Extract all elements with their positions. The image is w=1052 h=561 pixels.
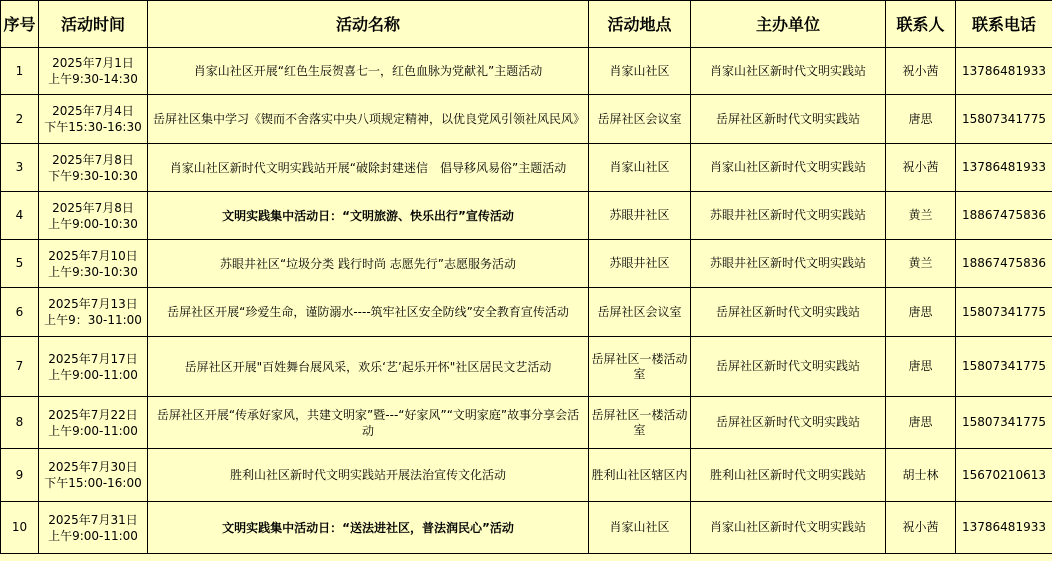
activity-name-text: 岳屏社区开展"百姓舞台展风采，欢乐‘艺’起乐开怀"社区居民文艺活动 (184, 359, 552, 374)
row-phone-text: 15807341775 (962, 111, 1046, 126)
row-organizer-text: 岳屏社区新时代文明实践站 (715, 415, 860, 429)
row-index-text: 9 (15, 467, 24, 482)
row-index-text: 3 (15, 160, 24, 174)
header-time: 活动时间 (39, 1, 148, 48)
row-index (1, 192, 39, 240)
activity-name-text: “送法进社区，普法润民心”活动 (342, 520, 514, 535)
row-contact (886, 449, 956, 502)
row-datetime (39, 192, 148, 240)
row-date: 2025年7月22日 (48, 407, 138, 422)
row-contact-text: 祝小茜 (902, 520, 939, 534)
row-phone-text: 18867475836 (962, 208, 1046, 222)
row-contact (886, 240, 956, 288)
row-phone-text: 15807341775 (962, 415, 1046, 429)
row-index-text: 5 (15, 256, 24, 270)
row-datetime (39, 449, 148, 502)
row-index (1, 288, 39, 337)
row-organizer-text: 胜利山社区新时代文明实践站 (709, 467, 866, 482)
row-contact-text: 黄兰 (908, 256, 933, 270)
table-row (1, 240, 1052, 288)
row-organizer (691, 449, 886, 502)
row-organizer (691, 502, 886, 554)
header-name: 活动名称 (148, 1, 589, 48)
row-phone-text: 15807341775 (962, 304, 1046, 319)
row-index (1, 95, 39, 144)
row-organizer-text: 苏眼井社区新时代文明实践站 (709, 256, 866, 270)
row-location (589, 502, 691, 554)
activity-name-wrapper (167, 304, 569, 320)
row-index-text: 7 (15, 359, 24, 373)
row-contact (886, 502, 956, 554)
row-time: 上午9:00-11:00 (48, 367, 138, 382)
row-contact-text: 祝小茜 (902, 63, 939, 78)
row-activity-name (148, 192, 589, 240)
row-organizer (691, 48, 886, 95)
table-row (1, 397, 1052, 449)
activity-name-wrapper (153, 111, 586, 127)
row-organizer (691, 192, 886, 240)
row-contact-text: 唐思 (908, 304, 933, 319)
activity-lead: 文明实践集中活动日： (222, 208, 343, 223)
row-organizer-text: 苏眼井社区新时代文明实践站 (709, 208, 866, 222)
row-time: 上午9:00-11:00 (48, 528, 138, 543)
activity-name-text: 岳屏社区开展“珍爱生命，谨防溺水----筑牢社区安全防线”安全教育宣传活动 (167, 305, 569, 319)
header-index: 序号 (1, 1, 39, 48)
row-contact-text: 唐思 (908, 111, 933, 126)
row-phone-text: 18867475836 (962, 256, 1046, 270)
row-datetime (39, 288, 148, 337)
row-contact (886, 288, 956, 337)
row-location (589, 95, 691, 144)
row-location-text: 肖家山社区 (609, 160, 670, 174)
row-index-text: 8 (15, 415, 24, 429)
row-organizer (691, 144, 886, 192)
row-time: 下午15:30-16:30 (44, 120, 142, 134)
row-organizer (691, 397, 886, 449)
activity-name-wrapper (153, 407, 583, 439)
row-phone (956, 144, 1052, 192)
row-index (1, 502, 39, 554)
row-phone (956, 397, 1052, 449)
row-organizer-text: 肖家山社区新时代文明实践站 (709, 63, 866, 78)
activity-name-text: 胜利山社区新时代文明实践站开展法治宣传文化活动 (229, 468, 506, 482)
row-location-text: 岳屏社区会议室 (597, 304, 682, 319)
header-phone: 联系电话 (956, 1, 1052, 48)
row-activity-name (148, 48, 589, 95)
row-index-text: 6 (15, 304, 24, 319)
activity-name-wrapper (194, 63, 542, 79)
row-datetime (39, 397, 148, 449)
row-datetime (39, 502, 148, 554)
row-phone-text: 13786481933 (962, 160, 1046, 174)
row-organizer-text: 肖家山社区新时代文明实践站 (709, 520, 866, 534)
row-date: 2025年7月31日 (48, 512, 138, 527)
row-phone (956, 502, 1052, 554)
row-index (1, 337, 39, 397)
row-date: 2025年7月1日 (52, 56, 134, 70)
row-datetime (39, 48, 148, 95)
row-contact-text: 胡士林 (902, 467, 939, 482)
row-time: 下午15:00-16:00 (44, 476, 142, 490)
row-organizer-text: 岳屏社区新时代文明实践站 (715, 111, 860, 126)
row-location (589, 144, 691, 192)
row-time: 上午9:30-10:30 (48, 264, 138, 279)
row-location-text: 岳屏社区一楼活动室 (591, 351, 688, 381)
table-row (1, 95, 1052, 144)
row-phone-text: 15807341775 (962, 359, 1046, 373)
activity-name-text: “文明旅游、快乐出行”宣传活动 (342, 208, 514, 223)
row-phone (956, 95, 1052, 144)
row-activity-name (148, 397, 589, 449)
table-row (1, 288, 1052, 337)
row-activity-name (148, 144, 589, 192)
row-contact (886, 192, 956, 240)
activity-name-text: 肖家山社区新时代文明实践站开展“破除封建迷信 倡导移风易俗”主题活动 (169, 160, 567, 175)
table-row (1, 449, 1052, 502)
row-activity-name (148, 337, 589, 397)
table-row (1, 502, 1052, 554)
row-index (1, 240, 39, 288)
row-location-text: 肖家山社区 (609, 520, 670, 534)
row-organizer-text: 岳屏社区新时代文明实践站 (715, 359, 860, 373)
row-location-text: 苏眼井社区 (609, 256, 670, 270)
row-datetime (39, 240, 148, 288)
row-location (589, 192, 691, 240)
activity-name-wrapper (230, 467, 506, 483)
row-phone (956, 288, 1052, 337)
row-phone (956, 240, 1052, 288)
row-datetime (39, 95, 148, 144)
table-body (1, 48, 1052, 554)
row-contact (886, 144, 956, 192)
row-activity-name (148, 240, 589, 288)
header-row (1, 1, 1052, 48)
row-phone-text: 15670210613 (962, 467, 1046, 482)
row-date: 2025年7月8日 (52, 200, 134, 215)
row-activity-name (148, 288, 589, 337)
row-contact (886, 397, 956, 449)
row-organizer-text: 岳屏社区新时代文明实践站 (715, 304, 860, 319)
row-index-text: 2 (15, 111, 24, 126)
header-location: 活动地点 (589, 1, 691, 48)
header-contact: 联系人 (886, 1, 956, 48)
row-index-text: 4 (15, 208, 24, 222)
row-location (589, 240, 691, 288)
row-organizer (691, 240, 886, 288)
row-phone (956, 192, 1052, 240)
table-row (1, 48, 1052, 95)
row-phone-text: 13786481933 (962, 63, 1046, 78)
row-location (589, 337, 691, 397)
header-organizer: 主办单位 (691, 1, 886, 48)
activity-name-wrapper (170, 160, 566, 176)
row-location (589, 288, 691, 337)
activity-name-text: 岳屏社区开展“传承好家风，共建文明家”暨---“好家风”“文明家庭”故事分享会活动 (156, 407, 580, 438)
row-date: 2025年7月8日 (52, 152, 134, 167)
row-date: 2025年7月4日 (52, 104, 134, 118)
table-row (1, 144, 1052, 192)
row-time: 上午9：30-11:00 (44, 313, 142, 327)
row-datetime (39, 144, 148, 192)
row-index (1, 449, 39, 502)
activity-lead: 文明实践集中活动日： (222, 520, 343, 535)
row-location-text: 岳屏社区一楼活动室 (591, 407, 688, 437)
table-row (1, 192, 1052, 240)
activity-name-text: 肖家山社区开展“红色生辰贺喜七一，红色血脉为党献礼”主题活动 (193, 64, 543, 78)
row-phone (956, 48, 1052, 95)
row-activity-name (148, 449, 589, 502)
row-time: 上午9:30-14:30 (48, 72, 138, 86)
activity-name-wrapper (222, 208, 514, 224)
row-location-text: 岳屏社区会议室 (597, 111, 682, 126)
row-organizer (691, 337, 886, 397)
row-contact-text: 唐思 (908, 359, 933, 373)
row-phone-text: 13786481933 (962, 520, 1046, 534)
row-contact (886, 337, 956, 397)
row-date: 2025年7月13日 (48, 297, 138, 311)
row-organizer (691, 288, 886, 337)
row-date: 2025年7月10日 (48, 248, 138, 263)
row-location (589, 397, 691, 449)
row-index (1, 397, 39, 449)
row-index-text: 10 (11, 520, 28, 534)
activity-name-text: 岳屏社区集中学习《锲而不舍落实中央八项规定精神，以优良党风引领社风民风》 (153, 112, 586, 126)
row-location (589, 48, 691, 95)
row-phone (956, 449, 1052, 502)
row-organizer-text: 肖家山社区新时代文明实践站 (709, 160, 866, 174)
row-index-text: 1 (15, 63, 24, 78)
row-index (1, 48, 39, 95)
row-location-text: 肖家山社区 (609, 63, 670, 78)
activity-name-wrapper (222, 520, 514, 536)
row-time: 上午9:00-11:00 (48, 423, 138, 438)
row-time: 上午9:00-10:30 (48, 216, 138, 231)
row-index (1, 144, 39, 192)
row-location-text: 苏眼井社区 (609, 208, 670, 222)
row-organizer (691, 95, 886, 144)
row-location-text: 胜利山社区辖区内 (591, 467, 688, 482)
row-contact-text: 黄兰 (908, 208, 933, 222)
row-phone (956, 337, 1052, 397)
row-time: 下午9:30-10:30 (48, 168, 138, 183)
row-activity-name (148, 95, 589, 144)
row-activity-name (148, 502, 589, 554)
row-location (589, 449, 691, 502)
row-date: 2025年7月30日 (48, 460, 138, 474)
row-contact-text: 唐思 (908, 415, 933, 429)
row-datetime (39, 337, 148, 397)
row-contact (886, 48, 956, 95)
row-date: 2025年7月17日 (48, 351, 138, 366)
row-contact (886, 95, 956, 144)
table-row (1, 337, 1052, 397)
activity-name-wrapper (185, 359, 552, 375)
activity-name-text: 苏眼井社区“垃圾分类 践行时尚 志愿先行”志愿服务活动 (219, 256, 517, 271)
activity-name-wrapper (220, 256, 516, 272)
row-contact-text: 祝小茜 (902, 160, 939, 174)
